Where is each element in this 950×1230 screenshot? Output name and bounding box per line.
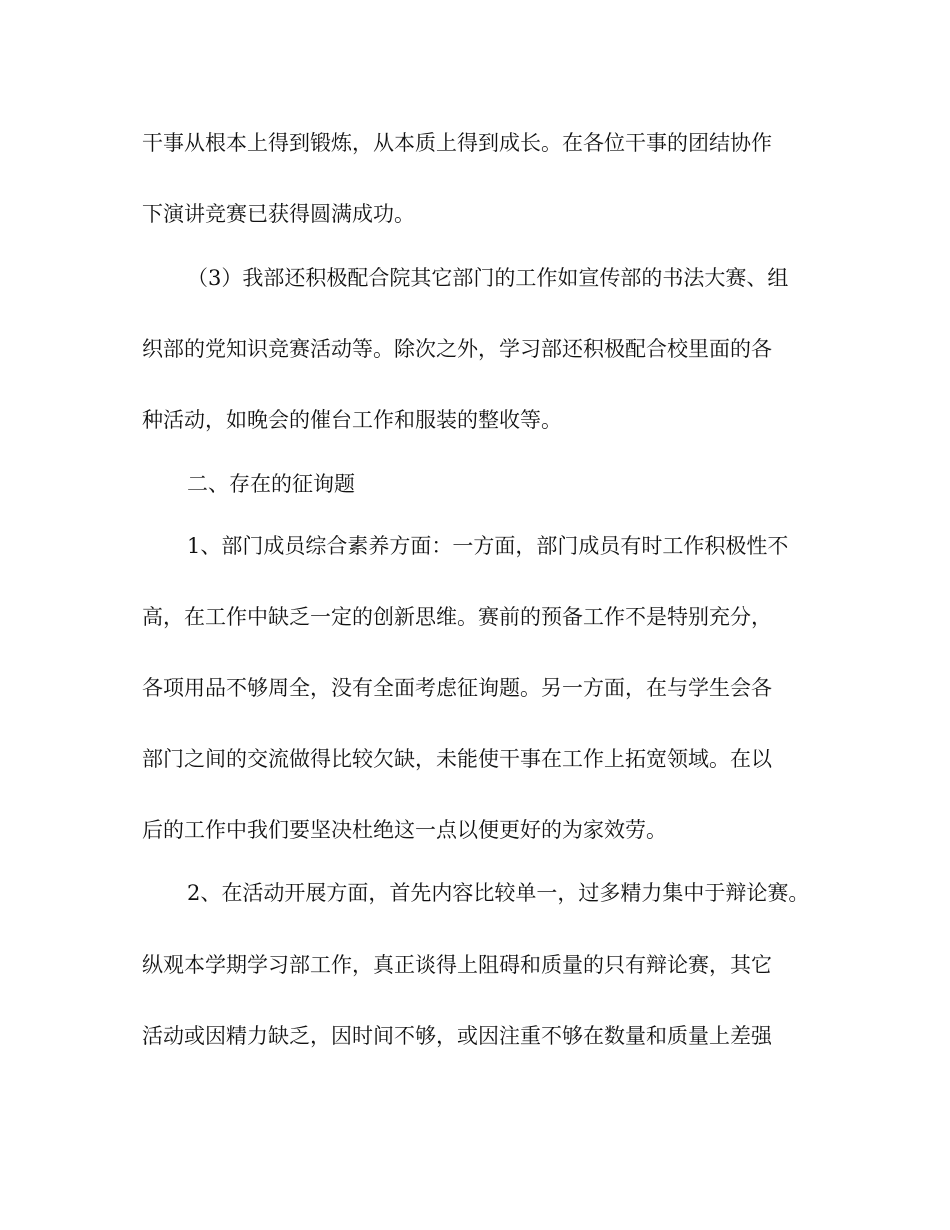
text-line-13: 纵观本学期学习部工作，真正谈得上阻碍和质量的只有辩论赛，其它 <box>142 953 772 977</box>
text-line-4: 织部的党知识竞赛活动等。除次之外，学习部还积极配合校里面的各 <box>142 337 772 361</box>
text-line-14: 活动或因精力缺乏，因时间不够，或因注重不够在数量和质量上差强 <box>142 1024 772 1048</box>
text-line-1: 干事从根本上得到锻炼，从本质上得到成长。在各位干事的团结协作 <box>142 131 772 155</box>
section-heading: 二、存在的征询题 <box>187 472 355 496</box>
text-line-5: 种活动，如晚会的催台工作和服装的整收等。 <box>142 408 562 432</box>
text-line-7: 1、部门成员综合素养方面：一方面，部门成员有时工作积极性不 <box>187 534 789 558</box>
text-line-9: 各项用品不够周全，没有全面考虑征询题。另一方面，在与学生会各 <box>142 676 772 700</box>
text-line-12: 2、在活动开展方面，首先内容比较单一，过多精力集中于辩论赛。 <box>187 881 810 905</box>
text-line-3: （3）我部还积极配合院其它部门的工作如宣传部的书法大赛、组 <box>187 266 789 290</box>
text-line-2: 下演讲竞赛已获得圆满成功。 <box>142 202 415 226</box>
text-line-10: 部门之间的交流做得比较欠缺，未能使干事在工作上拓宽领域。在以 <box>142 747 772 771</box>
text-line-11: 后的工作中我们要坚决杜绝这一点以便更好的为家效劳。 <box>142 818 667 842</box>
text-line-8: 高，在工作中缺乏一定的创新思维。赛前的预备工作不是特别充分， <box>142 605 772 629</box>
